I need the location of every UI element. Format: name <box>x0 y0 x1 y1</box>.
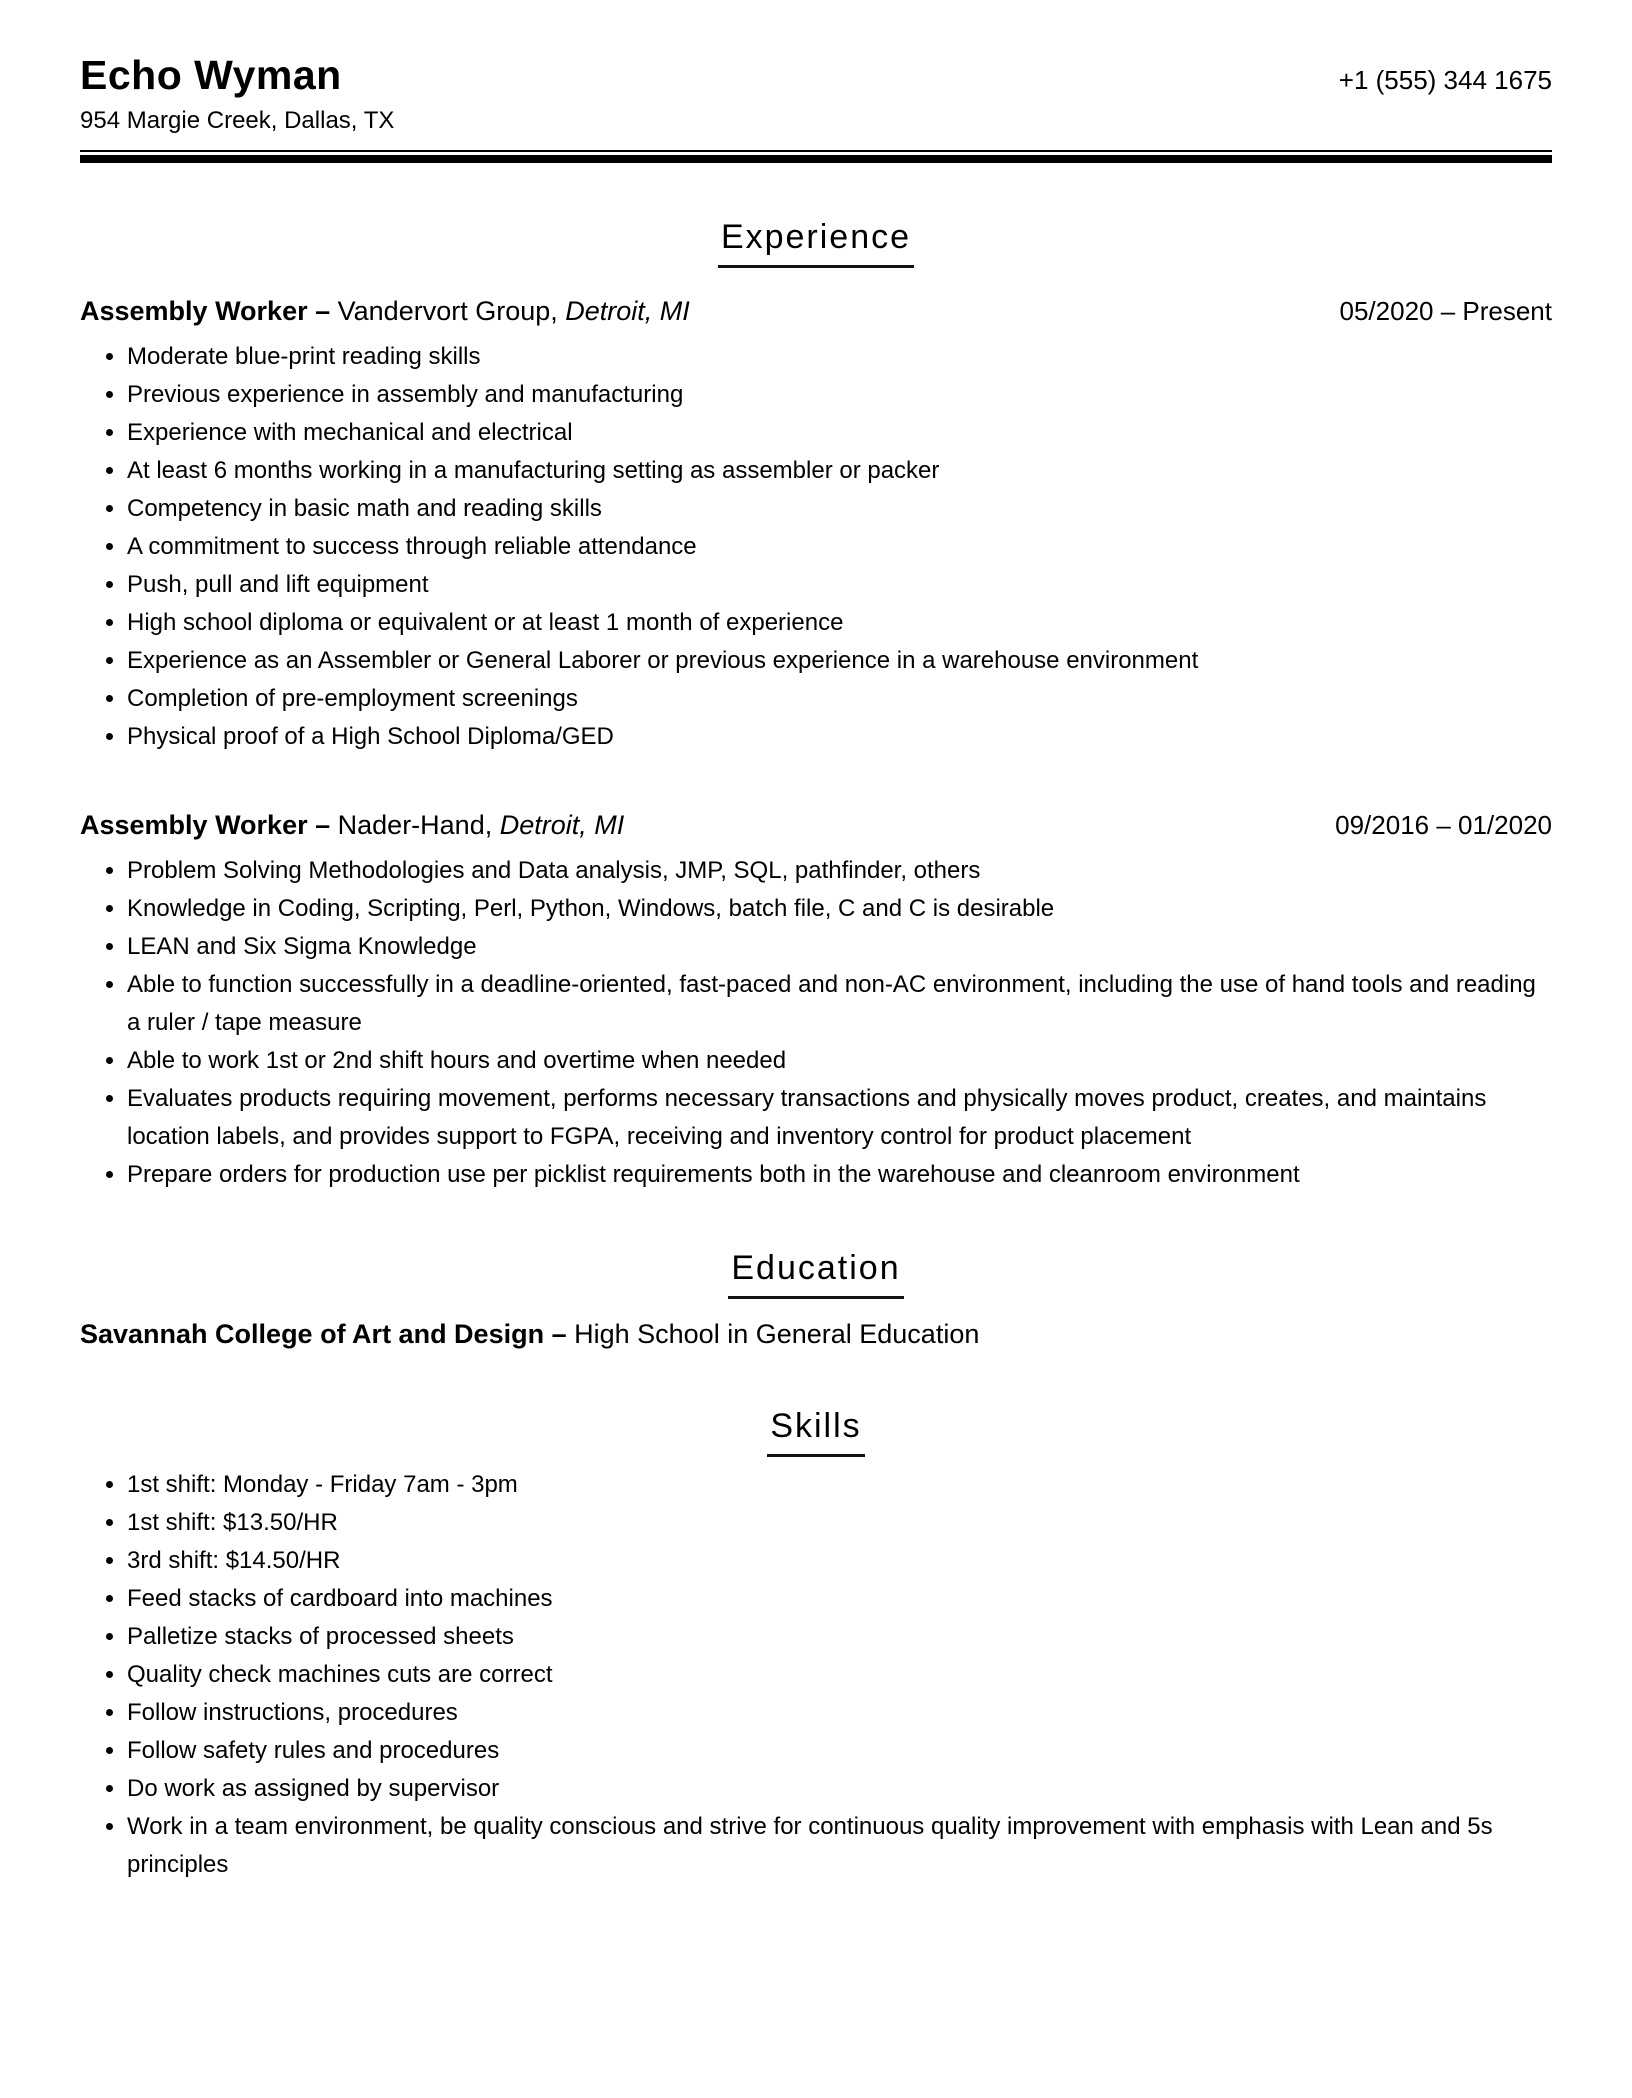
bullet-item: • Follow instructions, procedures <box>127 1694 1552 1732</box>
bullet-item: • Quality check machines cuts are correct <box>127 1656 1552 1694</box>
header-divider <box>80 150 1552 163</box>
bullet-item: • Moderate blue-print reading skills <box>127 338 1552 376</box>
bullet-item: • A commitment to success through reliable attendance <box>127 528 1552 566</box>
experience-section <box>80 217 1552 1194</box>
divider-thin-line <box>80 150 1552 152</box>
divider-thick-line <box>80 155 1552 163</box>
bullet-item: • LEAN and Six Sigma Knowledge <box>127 928 1552 966</box>
skills-bullet-list <box>80 1466 1552 1884</box>
job-entry-1 <box>80 294 1552 756</box>
bullet-item: • 3rd shift: $14.50/HR <box>127 1542 1552 1580</box>
school-name: Savannah College of Art and Design – <box>80 1319 567 1350</box>
job-title-line <box>80 294 720 329</box>
education-entry <box>80 1317 1552 1352</box>
experience-section-title <box>80 217 1552 268</box>
skills-section-title <box>80 1406 1552 1457</box>
education-section <box>80 1248 1552 1352</box>
bullet-item: • Completion of pre-employment screenings <box>127 680 1552 718</box>
bullet-item: • Able to work 1st or 2nd shift hours and overtime when needed <box>127 1042 1552 1080</box>
bullet-item: • Knowledge in Coding, Scripting, Perl, Python, Windows, batch file, C and C is desirable <box>127 890 1552 928</box>
bullet-item: • At least 6 months working in a manufacturing setting as assembler or packer <box>127 452 1552 490</box>
bullet-item: • Experience with mechanical and electrical <box>127 414 1552 452</box>
skills-title-text: Skills <box>767 1406 864 1457</box>
bullet-item: • Feed stacks of cardboard into machines <box>127 1580 1552 1618</box>
degree: High School in General Education <box>574 1319 980 1350</box>
bullet-item: • Palletize stacks of processed sheets <box>127 1618 1552 1656</box>
job-title: Assembly Worker – <box>80 810 331 841</box>
experience-title-text: Experience <box>718 217 914 268</box>
bullet-item: • Evaluates products requiring movement, performs necessary transactions and physically moves product, creates, and maintains location labels, and provides support to FGPA, receiving and inventory control for product placement <box>127 1080 1552 1156</box>
skills-section <box>80 1406 1552 1884</box>
person-name: Echo Wyman <box>80 52 342 98</box>
job-header <box>80 294 1552 329</box>
job-title: Assembly Worker – <box>80 296 331 327</box>
address: 954 Margie Creek, Dallas, TX <box>80 107 395 135</box>
bullet-item: • Push, pull and lift equipment <box>127 566 1552 604</box>
bullet-item: • Work in a team environment, be quality conscious and strive for continuous quality improvement with emphasis with Lean and 5s principles <box>127 1808 1552 1884</box>
job-dates: 05/2020 – Present <box>1339 296 1552 327</box>
education-section-title <box>80 1248 1552 1299</box>
bullet-item: • Experience as an Assembler or General Laborer or previous experience in a warehouse environment <box>127 642 1552 680</box>
bullet-item: • 1st shift: Monday - Friday 7am - 3pm <box>127 1466 1552 1504</box>
bullet-item: • Follow safety rules and procedures <box>127 1732 1552 1770</box>
job-location: Detroit, MI <box>565 296 690 327</box>
bullet-item: • 1st shift: $13.50/HR <box>127 1504 1552 1542</box>
phone-number: +1 (555) 344 1675 <box>1338 65 1552 95</box>
education-title-text: Education <box>728 1248 903 1299</box>
job-title-line <box>80 808 654 843</box>
header-top-row <box>80 52 1552 99</box>
job-company: Vandervort Group, <box>337 296 558 327</box>
job-location: Detroit, MI <box>499 810 625 841</box>
job-bullet-list <box>80 852 1552 1194</box>
bullet-item: • Prepare orders for production use per picklist requirements both in the warehouse and cleanroom environment <box>127 1156 1552 1194</box>
job-header <box>80 808 1552 843</box>
job-company: Nader-Hand, <box>337 810 493 841</box>
bullet-item: • Able to function successfully in a deadline-oriented, fast-paced and non-AC environment, including the use of hand tools and reading a ruler / tape measure <box>127 966 1552 1042</box>
bullet-item: • Physical proof of a High School Diploma/GED <box>127 718 1552 756</box>
job-dates: 09/2016 – 01/2020 <box>1335 810 1552 841</box>
resume-header <box>80 52 1552 163</box>
bullet-item: • Problem Solving Methodologies and Data analysis, JMP, SQL, pathfinder, others <box>127 852 1552 890</box>
bullet-item: • High school diploma or equivalent or at least 1 month of experience <box>127 604 1552 642</box>
bullet-item: • Do work as assigned by supervisor <box>127 1770 1552 1808</box>
bullet-item: • Previous experience in assembly and manufacturing <box>127 376 1552 414</box>
bullet-item: • Competency in basic math and reading skills <box>127 490 1552 528</box>
job-bullet-list <box>80 338 1552 756</box>
job-entry-2 <box>80 808 1552 1194</box>
